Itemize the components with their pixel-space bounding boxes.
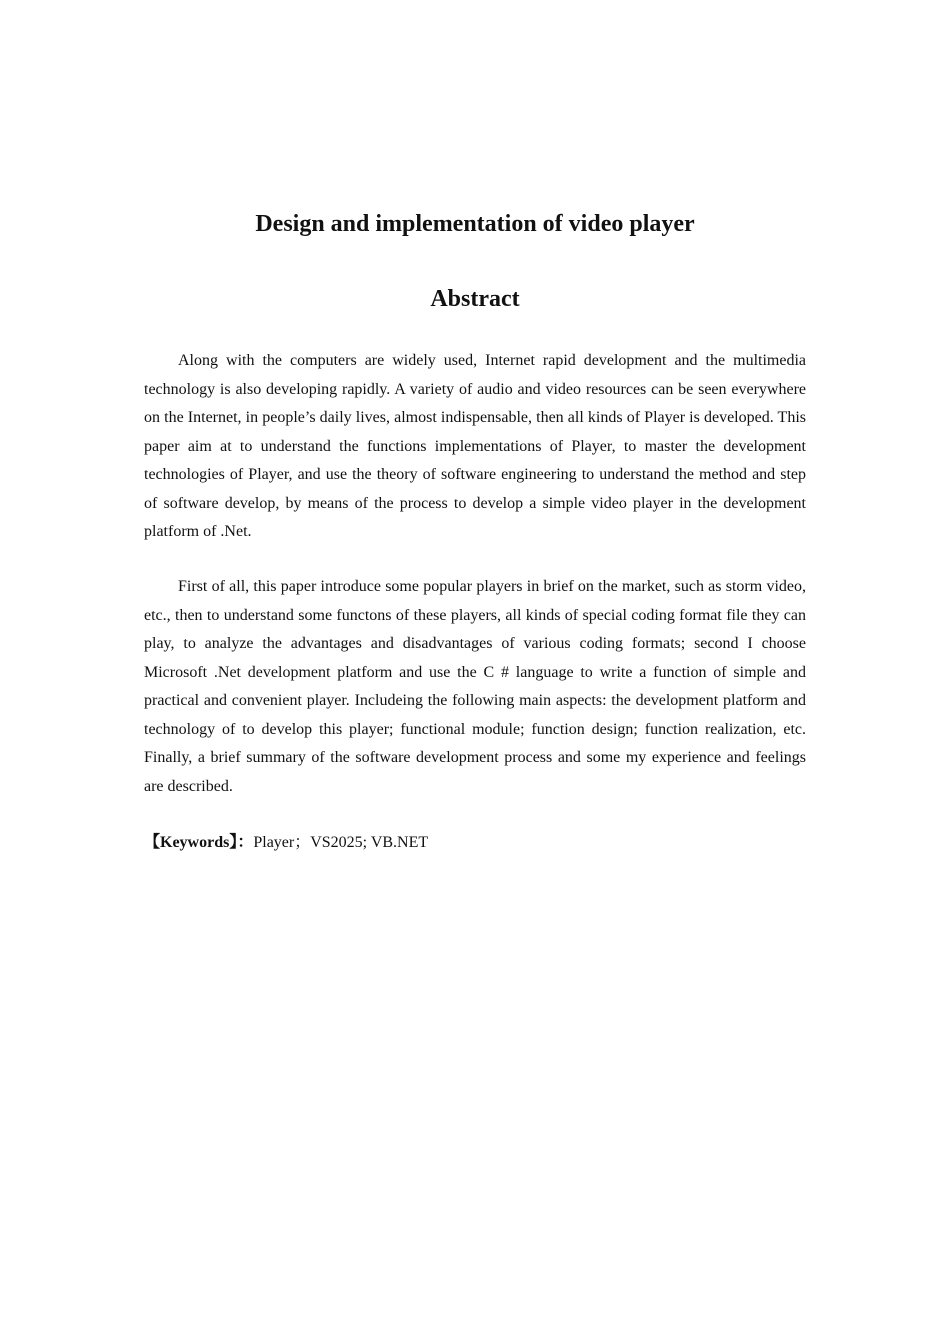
paper-title: Design and implementation of video player [255,211,695,237]
keywords-line [144,829,806,857]
keywords-label: 【Keywords】： [144,834,254,851]
abstract-paragraph-2: First of all, this paper introduce some popular players in brief on the market, such as storm video, etc., then to understand some functons of these players, all kinds of special coding format file they can play, to analyze the advantages and disadvantages of various coding formats; second I choose Microsoft .Net development platform and use the C # language to write a function of simple and practical and convenient player. Includeing the following main aspects: the development platform and technology of to develop this player; functional module; function design; function realization, etc. Finally, a brief summary of the software development process and some my experience and feelings are described. [144,578,806,795]
keywords-value: Player；VS2025; VB.NET [253,834,429,851]
abstract-paragraph-1: Along with the computers are widely used, Internet rapid development and the multimedia technology is also developing rapidly. A variety of audio and video resources can be seen everywhere on the Internet, in people’s daily lives, almost indispensable, then all kinds of Player is developed. This paper aim at to understand the functions implementations of Player, to master the development technologies of Player, and use the theory of software engineering to understand the method and step of software develop, by means of the process to develop a simple video player in the development platform of .Net. [144,352,806,540]
abstract-heading: Abstract [430,286,520,312]
